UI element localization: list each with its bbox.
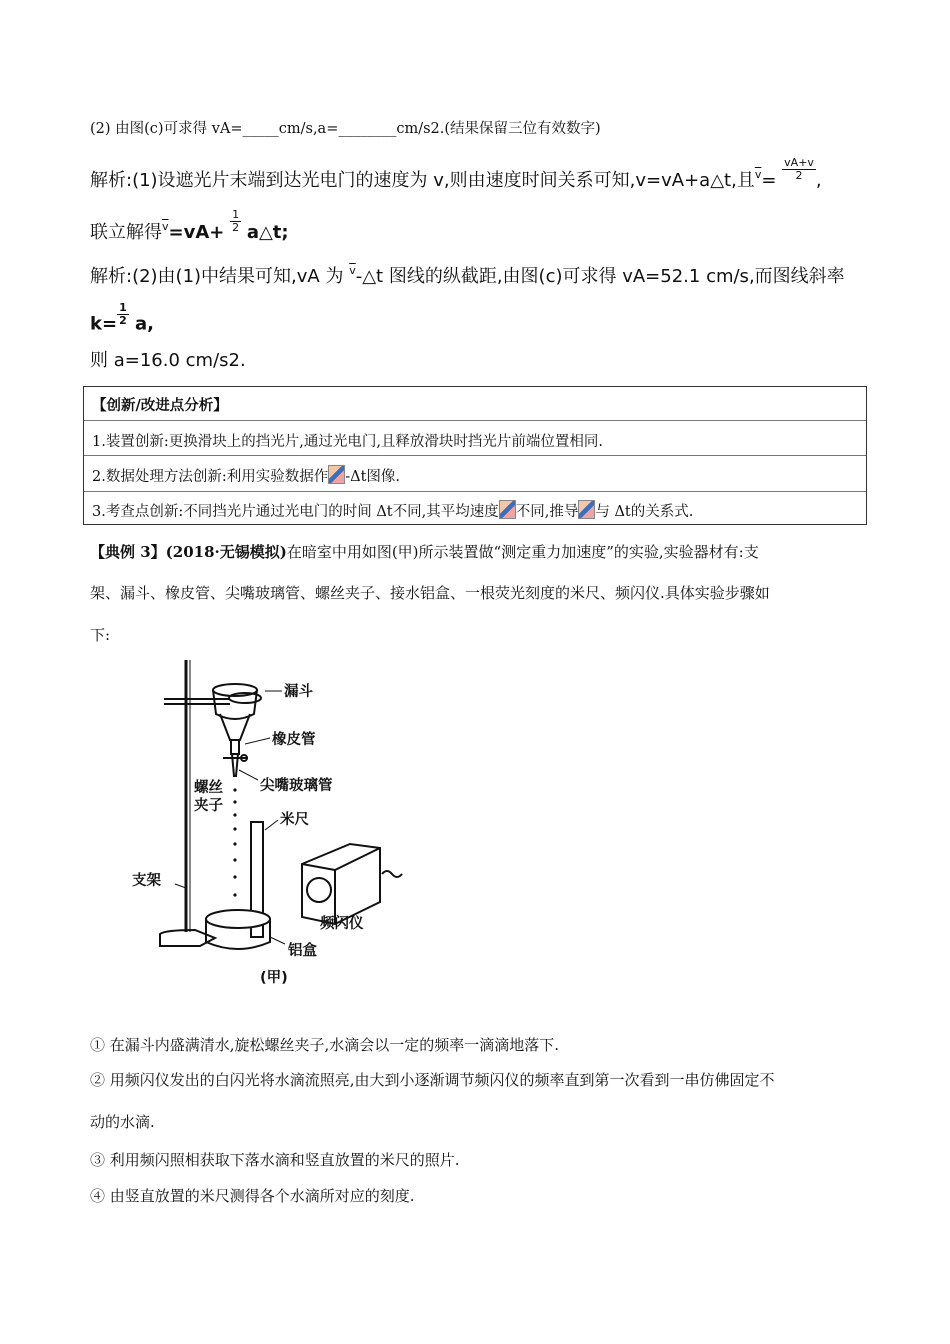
divider <box>84 420 866 421</box>
drop <box>233 813 236 816</box>
broken-image-icon <box>328 465 345 484</box>
label-clamp-2: 夹子 <box>194 798 223 814</box>
leader-nozzle <box>239 770 258 780</box>
analysis-item-3-post: 与 Δt的关系式. <box>595 504 694 520</box>
water-drops <box>233 788 236 896</box>
solution-2-line-1 <box>90 262 845 288</box>
label-nozzle: 尖嘴玻璃管 <box>260 778 333 794</box>
equals: = <box>761 170 777 191</box>
step-4: ④ 由竖直放置的米尺测得各个水滴所对应的刻度. <box>90 1187 415 1205</box>
divider <box>84 491 866 492</box>
label-strobe: 频闪仪 <box>320 916 364 932</box>
broken-image-icon <box>499 500 516 519</box>
comma: , <box>815 170 822 191</box>
solution-2-result: 则 a=16.0 cm/s2. <box>90 350 246 371</box>
k-post: a, <box>135 313 154 335</box>
label-ruler: 米尺 <box>280 812 309 828</box>
example-3-line-3: 下: <box>90 626 111 644</box>
label-stand: 支架 <box>132 873 161 889</box>
apparatus-figure <box>120 652 440 990</box>
leader-stand <box>175 884 186 888</box>
drop <box>233 800 236 803</box>
divider <box>84 455 866 456</box>
fraction-half-k <box>117 302 129 327</box>
step-3: ③ 利用频闪照相获取下落水滴和竖直放置的米尺的照片. <box>90 1151 460 1169</box>
half-num: 1 <box>232 207 240 221</box>
question-2: (2) 由图(c)可求得 vA=_____cm/s,a=________cm/s2.(结果保留三位有效数字) <box>90 121 601 137</box>
label-clamp-1: 螺丝 <box>194 780 223 796</box>
fraction-denominator: 2 <box>795 168 803 182</box>
rubber-tube <box>231 740 239 754</box>
solution-1-eq-tail: a△t; <box>246 222 289 243</box>
step-2-line-1: ② 用频闪仪发出的白闪光将水滴流照亮,由大到小逐渐调节频闪仪的频率直到第一次看到一串仿佛固定不 <box>90 1071 775 1089</box>
solution-1-line-2 <box>90 207 289 246</box>
analysis-item-1: 1.装置创新:更换滑块上的挡光片,通过光电门,且释放滑块时挡光片前端位置相同. <box>92 434 604 450</box>
analysis-item-2-pre: 2.数据处理方法创新:利用实验数据作 <box>92 469 329 485</box>
step-2-line-2: 动的水滴. <box>90 1113 155 1131</box>
solution-2-line-1-pre: 解析:(2)由(1)中结果可知,vA 为 <box>90 266 344 287</box>
leader-tray <box>270 937 285 944</box>
solution-2-line-1-post: -△t 图线的纵截距,由图(c)可求得 vA=52.1 cm/s,而图线斜率 <box>355 266 845 287</box>
analysis-item-3 <box>92 500 693 521</box>
strobe-box <box>302 844 380 924</box>
solution-2-k <box>90 301 154 337</box>
analysis-heading: 【创新/改进点分析】 <box>92 397 228 414</box>
example-3-line-1 <box>90 541 759 562</box>
drop <box>233 875 236 878</box>
solution-1-line-2-pre: 联立解得 <box>90 222 162 243</box>
example-3-tag: 【典例 3】(2018·无锡模拟) <box>90 543 287 561</box>
solution-1-line-1-text: 解析:(1)设遮光片末端到达光电门的速度为 v,则由速度时间关系可知,v=vA+a△t,且 <box>90 170 755 191</box>
leader-ruler <box>265 820 278 830</box>
half-num-k: 1 <box>119 301 127 314</box>
drop <box>233 858 236 861</box>
broken-image-icon <box>578 500 595 519</box>
label-rubber-tube: 橡皮管 <box>272 732 316 748</box>
drop <box>233 842 236 845</box>
step-1: ① 在漏斗内盛满清水,旋松螺丝夹子,水滴会以一定的频率一滴滴地落下. <box>90 1036 560 1054</box>
label-funnel: 漏斗 <box>284 684 313 700</box>
v-bar: v <box>754 168 762 181</box>
fraction-numerator: vA+v <box>784 155 814 169</box>
solution-1-eq: =vA+ <box>168 222 225 243</box>
half-den-k: 2 <box>119 314 127 327</box>
example-3-line-2: 架、漏斗、橡皮管、尖嘴玻璃管、螺丝夹子、接水铝盒、一根荧光刻度的米尺、频闪仪.具体实验步骤如 <box>90 584 770 602</box>
drop <box>233 788 236 791</box>
analysis-item-2 <box>92 465 400 486</box>
leader-tube <box>245 738 270 744</box>
fraction-vA-plus-v-over-2 <box>782 157 816 182</box>
k-pre: k= <box>90 313 118 335</box>
analysis-item-3-pre: 3.考查点创新:不同挡光片通过光电门的时间 Δt不同,其平均速度 <box>92 504 499 520</box>
v-bar-3: v <box>349 264 356 277</box>
solution-1-line-1 <box>90 155 822 194</box>
half-den: 2 <box>232 220 240 234</box>
analysis-item-2-post: -Δt图像. <box>345 469 401 485</box>
label-tray: 铝盒 <box>288 943 317 959</box>
analysis-item-3-mid: 不同,推导 <box>515 504 579 520</box>
drop <box>233 827 236 830</box>
tray-top <box>206 910 270 928</box>
fraction-half <box>230 209 241 234</box>
figure-caption: (甲) <box>260 970 288 986</box>
v-bar-2: v <box>162 220 169 233</box>
power-cord <box>382 871 402 877</box>
example-3-text: 在暗室中用如图(甲)所示装置做“测定重力加速度”的实验,实验器材有:支 <box>286 543 759 561</box>
drop <box>233 893 236 896</box>
analysis-box <box>83 386 867 525</box>
